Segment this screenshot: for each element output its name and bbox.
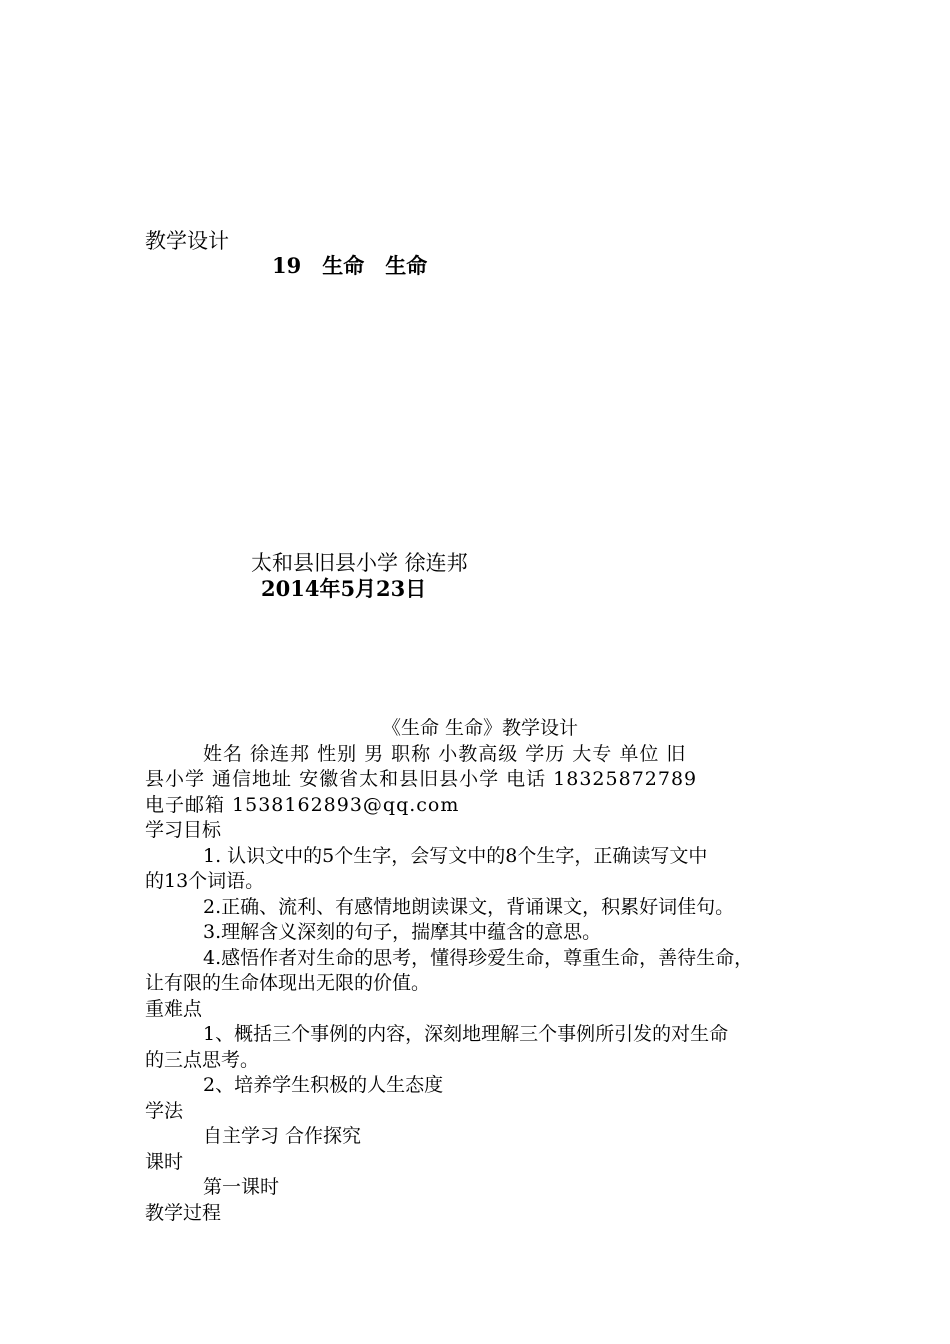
key-points-heading: 重难点: [145, 997, 203, 1020]
process-heading: 教学过程: [145, 1201, 222, 1224]
cover-date: 2014年5月23日: [261, 576, 427, 601]
author-info-line-2: 县小学 通信地址 安徽省太和县旧县小学 电话 18325872789: [145, 768, 698, 790]
goal-4-line-2: 让有限的生命体现出无限的价值。: [145, 972, 431, 994]
document-body: [145, 716, 815, 1226]
period-heading: 课时: [145, 1150, 184, 1173]
document-title: 《生命 生命》教学设计: [381, 717, 579, 739]
goal-1-line-1: 1. 认识文中的5个生字，会写文中的8个生字，正确读写文中: [203, 844, 708, 867]
period-text: 第一课时: [203, 1176, 280, 1198]
goal-1-line-2: 的13个词语。: [145, 870, 265, 892]
key-point-1-line-1: 1、概括三个事例的内容，深刻地理解三个事例所引发的对生命: [203, 1023, 729, 1045]
cover-school-author: 太和县旧县小学 徐连邦: [251, 551, 468, 575]
key-point-2: 2、培养学生积极的人生态度: [203, 1074, 444, 1096]
goal-3: 3.理解含义深刻的句子，揣摩其中蕴含的意思。: [203, 921, 602, 943]
author-info-line-1: 姓名 徐连邦 性别 男 职称 小教高级 学历 大专 单位 旧: [203, 742, 687, 765]
author-info-line-3: 电子邮箱 1538162893@qq.com: [145, 793, 460, 816]
goal-4-line-1: 4.感悟作者对生命的思考，懂得珍爱生命，尊重生命，善待生命，: [203, 946, 754, 969]
goal-2: 2.正确、流利、有感情地朗读课文，背诵课文，积累好词佳句。: [203, 895, 735, 918]
cover-title: 19 生命 生命: [272, 253, 428, 278]
cover-label: 教学设计: [145, 229, 229, 253]
method-text: 自主学习 合作探究: [203, 1125, 362, 1147]
goals-heading: 学习目标: [145, 819, 222, 841]
key-point-1-line-2: 的三点思考。: [145, 1048, 260, 1071]
method-heading: 学法: [145, 1099, 184, 1122]
